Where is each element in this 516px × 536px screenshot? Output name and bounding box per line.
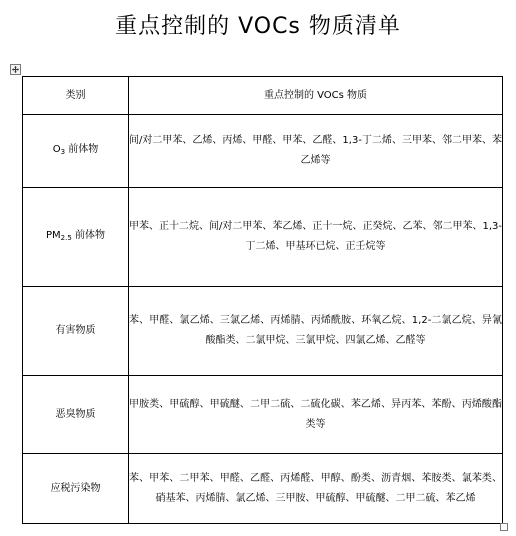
category-main: O (52, 144, 61, 155)
category-cell[interactable] (23, 188, 129, 287)
table-row (23, 115, 503, 188)
category-cell[interactable]: 应税污染物 (23, 454, 129, 524)
category-subscript: 3 (60, 148, 66, 156)
document-title: 重点控制的 VOCs 物质清单 (115, 14, 401, 39)
category-subscript: 2.5 (60, 234, 72, 242)
category-suffix: 前体物 (75, 230, 105, 241)
table-move-handle[interactable] (10, 64, 21, 75)
substances-cell[interactable]: 甲苯、正十二烷、间/对二甲苯、苯乙烯、正十一烷、正癸烷、乙苯、邻二甲苯、1,3-丁二烯、甲基环已烷、正壬烷等 (129, 188, 503, 287)
voc-substance-table (22, 76, 503, 524)
category-suffix: 前体物 (68, 144, 99, 155)
category-cell[interactable]: 恶臭物质 (23, 376, 129, 454)
table-header-row (23, 77, 503, 115)
category-cell[interactable] (23, 115, 129, 188)
header-category[interactable]: 类别 (23, 77, 129, 115)
category-cell[interactable]: 有害物质 (23, 287, 129, 376)
substances-cell[interactable]: 甲胺类、甲硫醇、甲硫醚、二甲二硫、二硫化碳、苯乙烯、异丙苯、苯酚、丙烯酸酯类等 (129, 376, 503, 454)
substances-cell[interactable]: 苯、甲苯、二甲苯、甲醛、乙醛、丙烯醛、甲醇、酚类、沥青烟、苯胺类、氯苯类、硝基苯、丙烯腈、氯乙烯、三甲胺、甲硫醇、甲硫醚、二甲二硫、苯乙烯 (129, 454, 503, 524)
substances-cell[interactable]: 苯、甲醛、氯乙烯、三氯乙烯、丙烯腈、丙烯酰胺、环氧乙烷、1,2-二氯乙烷、异氰酸酯类、二氯甲烷、三氯甲烷、四氯乙烯、乙醛等 (129, 287, 503, 376)
table-row (23, 287, 503, 376)
table-row (23, 376, 503, 454)
table-row (23, 454, 503, 524)
table-resize-handle[interactable] (500, 523, 508, 531)
move-arrows-icon (12, 66, 19, 73)
header-substances[interactable]: 重点控制的 VOCs 物质 (129, 77, 503, 115)
category-main: PM (46, 230, 61, 241)
table-row (23, 188, 503, 287)
substances-cell[interactable]: 间/对二甲苯、乙烯、丙烯、甲醛、甲苯、乙醛、1,3-丁二烯、三甲苯、邻二甲苯、苯乙烯等 (129, 115, 503, 188)
